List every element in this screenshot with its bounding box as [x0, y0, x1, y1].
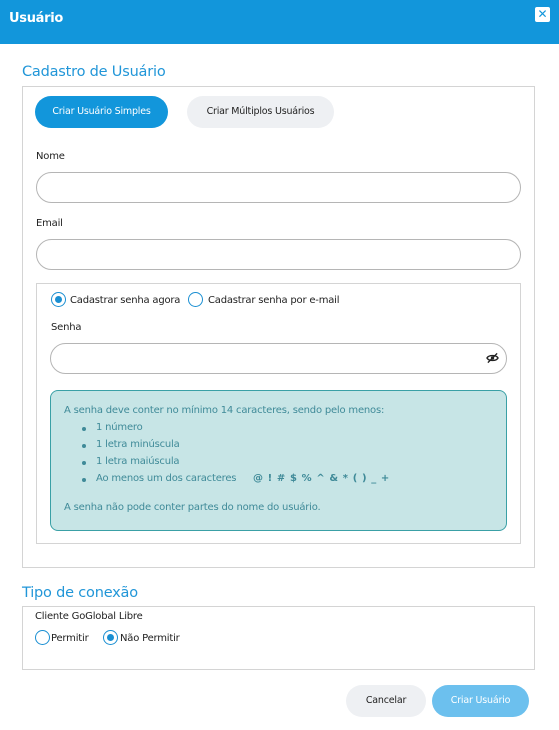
radio-cadastrar-senha-agora-label[interactable]: Cadastrar senha agora	[70, 295, 181, 306]
requirements-intro: A senha deve conter no mínimo 14 caracteres, sendo pelo menos:	[64, 405, 385, 416]
bullet-dot	[82, 444, 86, 448]
tab-create-single-user[interactable]: Criar Usuário Simples	[35, 96, 168, 128]
radio-cadastrar-senha-email[interactable]	[188, 292, 203, 307]
special-characters: @ ! # $ % ^ & * ( ) _ +	[253, 473, 390, 484]
cliente-goglobal-label: Cliente GoGlobal Libre	[35, 611, 143, 622]
radio-cadastrar-senha-agora[interactable]	[51, 292, 66, 307]
email-label: Email	[36, 218, 63, 229]
eye-slash-icon[interactable]	[486, 352, 499, 364]
conexao-section-title: Tipo de conexão	[22, 585, 138, 601]
cadastro-section-title: Cadastro de Usuário	[22, 64, 166, 80]
requirement-item: 1 número	[96, 422, 143, 433]
bullet-dot	[82, 461, 86, 465]
requirement-item: 1 letra minúscula	[96, 439, 180, 450]
email-input[interactable]	[36, 239, 521, 270]
bullet-dot	[82, 427, 86, 431]
create-user-button[interactable]: Criar Usuário	[432, 685, 529, 717]
senha-input[interactable]	[50, 343, 507, 374]
requirements-footer: A senha não pode conter partes do nome do usuário.	[64, 502, 321, 513]
dialog-titlebar	[0, 0, 559, 44]
cancel-button[interactable]: Cancelar	[346, 685, 426, 717]
nome-input[interactable]	[36, 172, 521, 203]
requirement-item: Ao menos um dos caracteres	[96, 473, 237, 484]
senha-label: Senha	[51, 322, 82, 333]
radio-nao-permitir[interactable]	[103, 630, 118, 645]
bullet-dot	[82, 478, 86, 482]
requirement-item: 1 letra maiúscula	[96, 456, 180, 467]
radio-cadastrar-senha-email-label[interactable]: Cadastrar senha por e-mail	[208, 295, 340, 306]
radio-permitir-label[interactable]: Permitir	[51, 633, 89, 644]
radio-nao-permitir-label[interactable]: Não Permitir	[120, 633, 180, 644]
dialog-title: Usuário	[9, 11, 64, 26]
radio-permitir[interactable]	[35, 630, 50, 645]
password-requirements-box	[50, 390, 507, 531]
tab-create-multiple-users[interactable]: Criar Múltiplos Usuários	[187, 96, 334, 128]
nome-label: Nome	[36, 151, 65, 162]
close-icon[interactable]: ✕	[535, 7, 550, 22]
